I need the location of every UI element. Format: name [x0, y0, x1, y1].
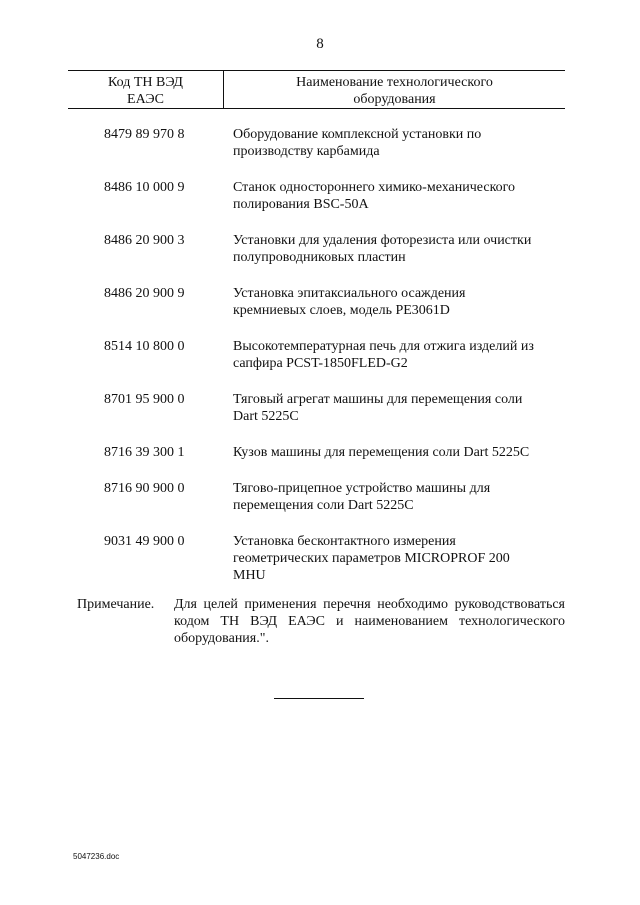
- row-name: [233, 126, 565, 160]
- row-code: 9031 49 900 0: [104, 534, 185, 549]
- row-name-line: Тяговый агрегат машины для перемещения соли: [233, 392, 523, 407]
- table-row: [68, 285, 565, 319]
- header-code-column: [68, 71, 224, 108]
- table-row: [68, 179, 565, 213]
- table-row: [68, 232, 565, 266]
- row-code: 8479 89 970 8: [104, 127, 185, 142]
- row-name-line: Станок одностороннего химико-механического: [233, 180, 516, 195]
- row-name-line: перемещения соли Dart 5225C: [233, 498, 414, 513]
- row-name: [233, 480, 565, 514]
- row-name: [233, 232, 565, 266]
- header-name-line: оборудования: [353, 92, 436, 107]
- row-name-line: кремниевых слоев, модель PE3061D: [233, 303, 450, 318]
- header-code-line: Код ТН ВЭД: [108, 75, 183, 90]
- row-name-line: Оборудование комплексной установки по: [233, 127, 482, 142]
- row-name-line: производству карбамида: [233, 144, 380, 159]
- header-code-line: ЕАЭС: [127, 92, 164, 107]
- row-name-line: Высокотемпературная печь для отжига изделий из: [233, 339, 534, 354]
- note-label: Примечание.: [77, 597, 155, 612]
- row-code: 8514 10 800 0: [104, 339, 185, 354]
- table-row: [68, 480, 565, 514]
- equipment-table: [68, 70, 565, 584]
- table-row: [68, 391, 565, 425]
- header-name-column: [224, 71, 565, 108]
- row-code: 8486 20 900 3: [104, 233, 185, 248]
- row-name-line: Установки для удаления фоторезиста или очистки: [233, 233, 532, 248]
- document-id: 5047236.doc: [73, 852, 120, 861]
- row-name-line: Dart 5225C: [233, 409, 299, 424]
- page-number: 8: [316, 36, 324, 52]
- table-row: [68, 338, 565, 372]
- row-name-line: Кузов машины для перемещения соли Dart 5225C: [233, 445, 530, 460]
- row-code: 8701 95 900 0: [104, 392, 185, 407]
- row-name-line: сапфира PCST-1850FLED-G2: [233, 356, 408, 371]
- row-name-line: Установка эпитаксиального осаждения: [233, 286, 466, 301]
- row-name-line: полупроводниковых пластин: [233, 250, 406, 265]
- row-name: [233, 533, 565, 584]
- note: [77, 596, 565, 647]
- row-name-line: Тягово-прицепное устройство машины для: [233, 481, 491, 496]
- row-name: [233, 179, 565, 213]
- table-body: [68, 126, 565, 584]
- row-code: 8716 90 900 0: [104, 481, 185, 496]
- table-row: [68, 533, 565, 584]
- header-name-line: Наименование технологического: [296, 75, 493, 90]
- table-row: [68, 444, 565, 461]
- row-name-line: геометрических параметров MICROPROF 200: [233, 551, 510, 566]
- row-name-line: полирования BSC-50A: [233, 197, 369, 212]
- row-name-line: Установка бесконтактного измерения: [233, 534, 456, 549]
- row-name: [233, 391, 565, 425]
- note-text: Для целей применения перечня необходимо руководствоваться кодом ТН ВЭД ЕАЭС и наименованием технологического оборудования.".: [174, 597, 565, 646]
- end-separator-line: [274, 698, 364, 699]
- row-name: [233, 338, 565, 372]
- row-code: 8716 39 300 1: [104, 445, 185, 460]
- row-name: [233, 444, 565, 461]
- table-header: [68, 70, 565, 109]
- row-name-line: MHU: [233, 568, 266, 583]
- row-code: 8486 10 000 9: [104, 180, 185, 195]
- row-code: 8486 20 900 9: [104, 286, 185, 301]
- row-name: [233, 285, 565, 319]
- table-row: [68, 126, 565, 160]
